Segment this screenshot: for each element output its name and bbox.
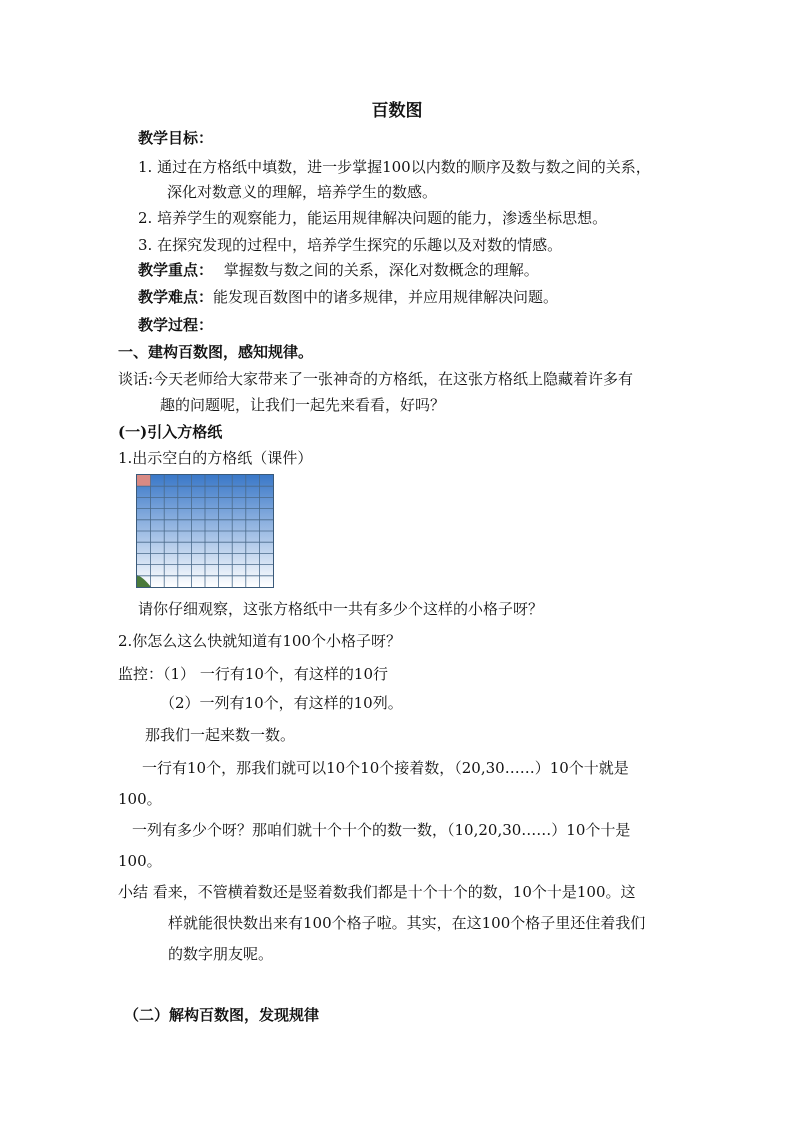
objective-number: 3. (138, 236, 153, 254)
difficulty-label: 教学难点： (138, 288, 214, 306)
objectives-heading: 教学目标： (138, 129, 214, 147)
highlighted-cell (137, 475, 151, 486)
question-1: 请你仔细观察，这张方格纸中一共有多少个这样的小格子呀？ (138, 600, 544, 618)
subsection-2-heading: （二）解构百数图，发现规律 (124, 1006, 320, 1024)
difficulty-text: 能发现百数图中的诸多规律，并应用规律解决问题。 (213, 288, 559, 306)
key-point-text: 掌握数与数之间的关系，深化对数概念的理解。 (223, 261, 539, 279)
section-1-heading: 一、建构百数图，感知规律。 (118, 343, 314, 361)
row-count-line-1: 一行有10个，那我们就可以10个10个接着数，（20,30……）10个十就是 (142, 759, 629, 777)
step-1: 1.出示空白的方格纸（课件） (118, 449, 313, 467)
objective-number: 2. (138, 209, 153, 227)
monitor-label: 监控： (118, 665, 164, 683)
count-together: 那我们一起来数一数。 (145, 726, 296, 744)
page-title: 百数图 (371, 101, 423, 121)
objective-2 (138, 208, 607, 228)
step-2: 2.你怎么这么快就知道有100个小格子呀？ (118, 632, 401, 650)
col-count-line-1: 一列有多少个呀？那咱们就十个十个的数一数，（10,20,30……）10个十是 (132, 821, 631, 839)
summary-line-1: 小结 看来，不管横着数还是竖着数我们都是十个十个的数，10个十是100。这 (118, 883, 636, 901)
process-heading: 教学过程： (138, 316, 214, 334)
blank-grid-image (136, 474, 274, 588)
monitor-item-2: （2）一列有10个，有这样的10列。 (160, 694, 403, 712)
key-point (138, 260, 539, 280)
objective-1-continued: 深化对数意义的理解，培养学生的数感。 (167, 183, 438, 201)
row-count-line-2: 100。 (118, 790, 162, 808)
objective-text: 通过在方格纸中填数，进一步掌握100以内数的顺序及数与数之间的关系， (157, 158, 651, 176)
objective-text: 在探究发现的过程中，培养学生探究的乐趣以及对数的情感。 (157, 236, 563, 254)
talk-line-2: 趣的问题呢，让我们一起先来看看，好吗？ (160, 396, 446, 414)
monitor-row (118, 664, 388, 684)
difficulty (138, 287, 558, 307)
talk-line-1: 谈话:今天老师给大家带来了一张神奇的方格纸，在这张方格纸上隐藏着许多有 (118, 370, 634, 388)
key-point-label: 教学重点： (138, 261, 214, 279)
objective-1 (138, 157, 651, 177)
summary-line-3: 的数字朋友呢。 (168, 945, 274, 963)
monitor-item-1: （1） 一行有10个，有这样的10行 (163, 665, 389, 683)
summary-line-2: 样就能很快数出来有100个格子啦。其实，在这100个格子里还住着我们 (168, 914, 646, 932)
objective-3 (138, 235, 562, 255)
objective-number: 1. (138, 158, 153, 176)
col-count-line-2: 100。 (118, 852, 162, 870)
objective-text: 培养学生的观察能力，能运用规律解决问题的能力，渗透坐标思想。 (157, 209, 608, 227)
subsection-1-heading: (一)引入方格纸 (118, 423, 223, 441)
